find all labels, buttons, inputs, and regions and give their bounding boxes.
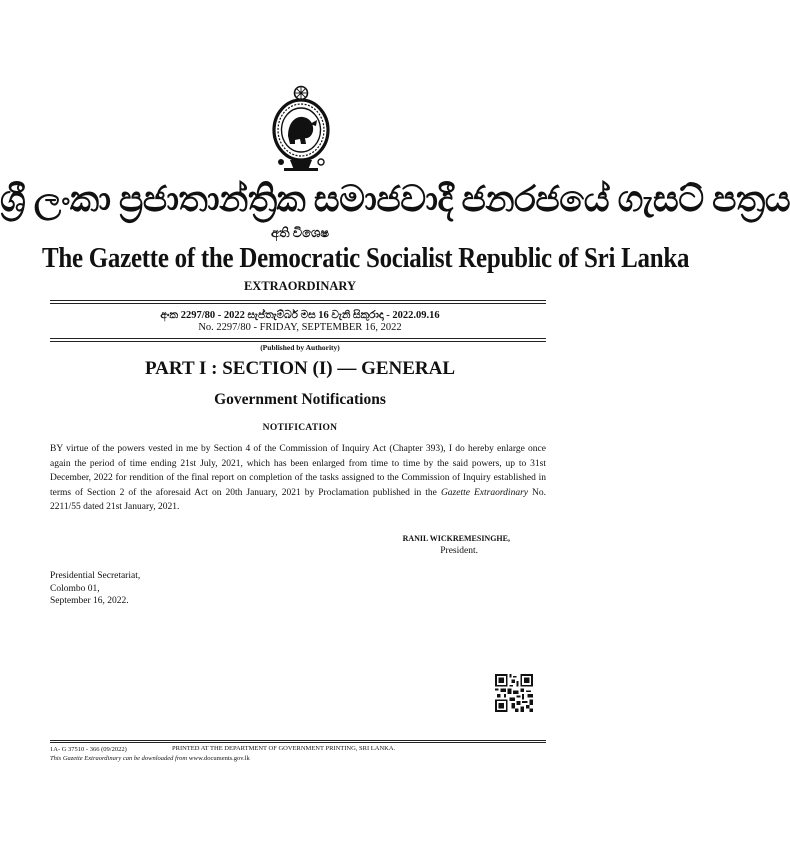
notification-label: NOTIFICATION xyxy=(262,423,338,433)
sri-lanka-emblem-icon xyxy=(270,84,332,172)
section-heading: Government Notifications xyxy=(214,391,386,408)
issue-line-sinhala: අංක 2297/80 - 2022 සැප්තැම්බර් මස 16 වැනි සිකුරාදා - 2022.09.16 xyxy=(160,310,440,321)
english-masthead-title: The Gazette of the Democratic Socialist Republic of Sri Lanka xyxy=(42,242,690,274)
sinhala-extraordinary-label: අති විශෙෂ xyxy=(270,225,330,240)
download-url[interactable]: www.documents.gov.lk xyxy=(187,755,250,762)
issue-divider-top xyxy=(50,338,546,339)
address-block xyxy=(50,570,140,608)
notification-body xyxy=(50,442,546,515)
issue-divider-bottom xyxy=(50,341,546,342)
address-line-2: Colombo 01, xyxy=(50,583,100,594)
published-by-authority: (Published by Authority) xyxy=(260,343,340,352)
masthead-divider-bottom xyxy=(50,303,546,304)
signatory-title: President. xyxy=(440,546,478,556)
extraordinary-label: EXTRAORDINARY xyxy=(243,279,357,293)
address-date: September 16, 2022. xyxy=(50,596,129,606)
footer-divider-bottom xyxy=(50,742,546,743)
sinhala-masthead-title: ශ්‍රී ලංකා ප්‍රජාතාන්ත්‍රික සමාජවාදී ජනරජයේ ගැසට් පත්‍රය xyxy=(0,179,790,219)
download-note xyxy=(50,754,250,763)
print-code: 1A- G 37510 - 366 (09/2022) xyxy=(50,746,127,753)
download-prefix: This Gazette Extraordinary can be downloaded from xyxy=(50,755,188,762)
body-text-part2: No. 2211/55 dated 21st January, 2021. xyxy=(50,487,546,512)
signatory-name: RANIL WICKREMESINGHE, xyxy=(402,534,510,543)
issue-line-english: No. 2297/80 - FRIDAY, SEPTEMBER 16, 2022 xyxy=(198,322,402,333)
part-title: PART I : SECTION (I) — GENERAL xyxy=(144,358,456,379)
footer-divider-top xyxy=(50,740,546,741)
body-text-italic: Gazette Extraordinary xyxy=(440,487,528,498)
qr-code-icon xyxy=(495,674,533,712)
printed-by: PRINTED AT THE DEPARTMENT OF GOVERNMENT PRINTING, SRI LANKA. xyxy=(172,745,396,752)
body-text-part1: BY virtue of the powers vested in me by Section 4 of the Commission of Inquiry Act (Chapter 393), I do hereby enlarge once again the period of time ending 21st July, 2021, which has been enlarged from time to time by the said powers, up to 31st December, 2022 for rendition of the final report on completion of the tasks assigned to the Commission of Inquiry established in terms of Section 2 of the aforesaid Act on 20th January, 2021 by Proclamation published in the xyxy=(50,444,546,498)
address-line-1: Presidential Secretariat, xyxy=(50,571,141,581)
masthead-divider-top xyxy=(50,300,546,301)
